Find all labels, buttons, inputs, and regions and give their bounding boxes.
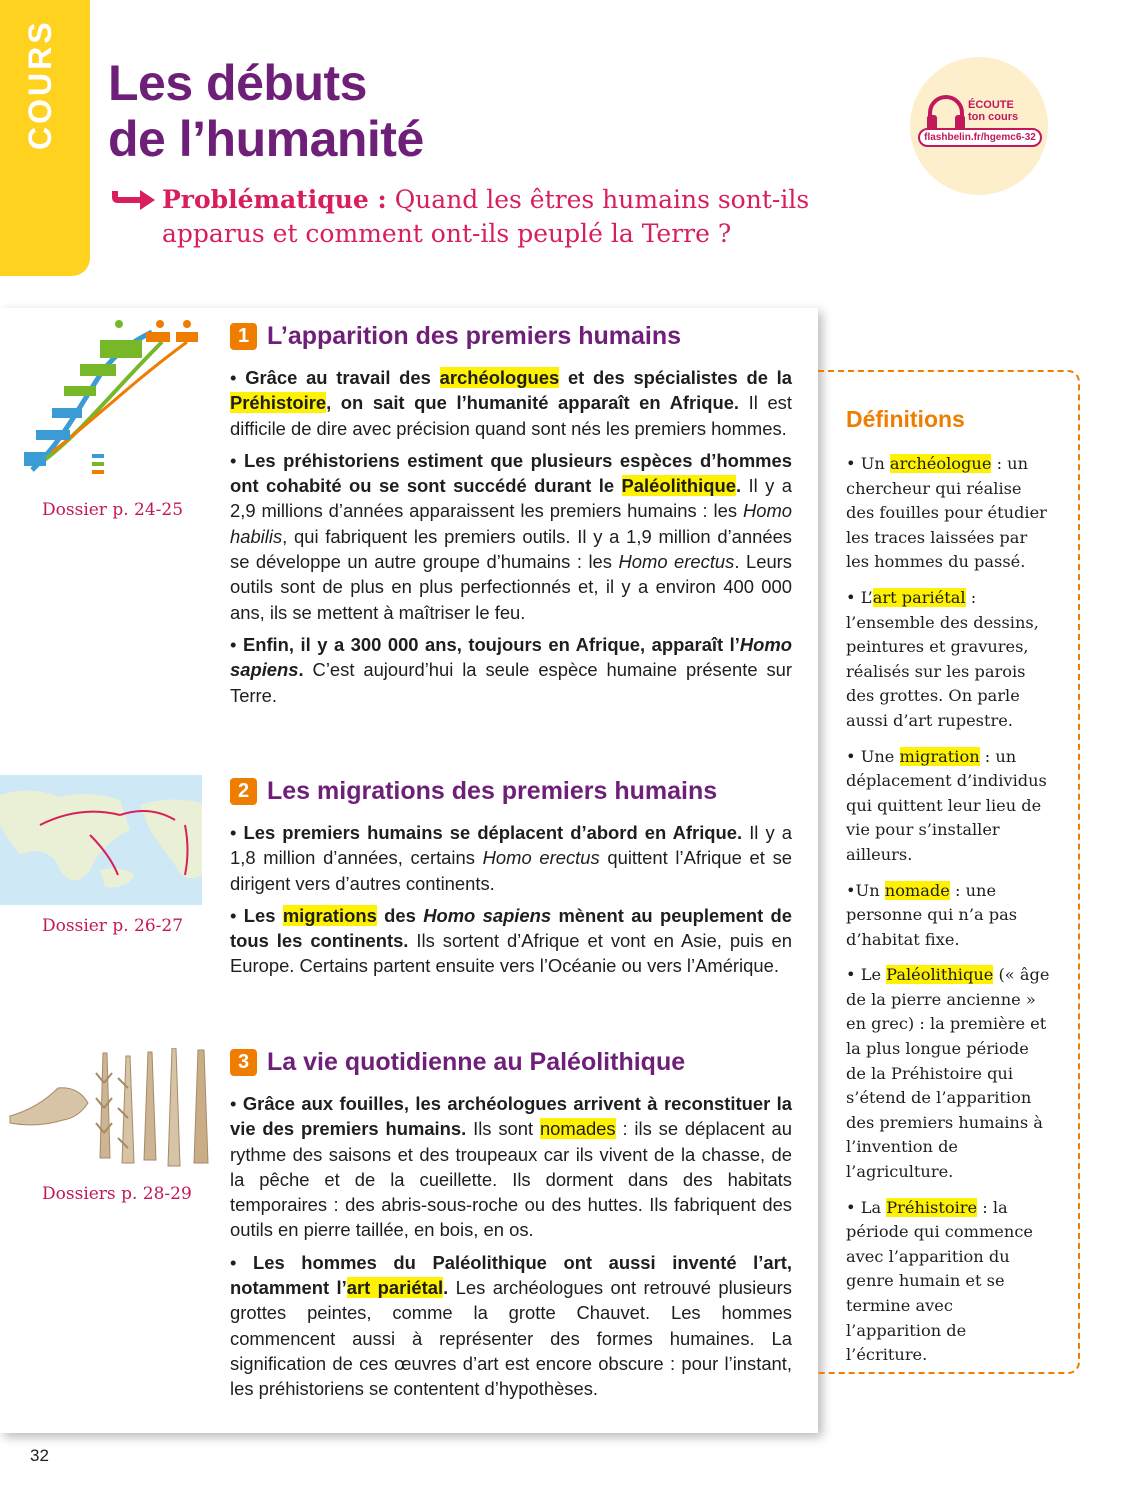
section-1-paragraph-2: • Les préhistoriens estiment que plusieurs espèces d’hommes ont cohabité ou se sont succédé durant le Paléolithique. Il y a 2,9 millions d’années apparaissent les premiers humains : les Homo habilis, qui fabriquent les premiers outils. Il y a 1,9 million d’années se développe un autre groupe d’humains : les Homo erectus. Leurs outils sont de plus en plus perfectionnés et, il y a environ 400 000 ans, ils se mettent à maîtriser le feu. xyxy=(230,449,792,623)
dossier-label-1[interactable]: Dossier p. 24-25 xyxy=(42,500,184,520)
dossier-label-3[interactable]: Dossiers p. 28-29 xyxy=(42,1184,192,1204)
cours-tab xyxy=(0,0,90,276)
problematique-text xyxy=(162,183,830,251)
headphones-icon xyxy=(925,93,967,133)
page-title xyxy=(108,55,424,167)
section-2-number: 2 xyxy=(230,778,257,805)
section-2 xyxy=(230,777,792,986)
section-1-title: L’apparition des premiers humains xyxy=(267,322,682,350)
dossier-label-2[interactable]: Dossier p. 26-27 xyxy=(42,916,184,936)
section-3-title: La vie quotidienne au Paléolithique xyxy=(267,1048,686,1076)
section-2-paragraph-2: • Les migrations des Homo sapiens mènent au peuplement de tous les continents. Ils sortent d’Afrique et vont en Asie, puis en Europe. Certains partent ensuite vers l’Océanie ou vers l’Amérique. xyxy=(230,904,792,977)
cours-tab-label: COURS xyxy=(22,19,58,150)
listen-label-line2: ton cours xyxy=(968,111,1019,123)
page-title-line1: Les débuts xyxy=(108,55,367,111)
section-2-heading xyxy=(230,777,792,806)
arrow-right-icon xyxy=(110,189,156,211)
section-2-title: Les migrations des premiers humains xyxy=(267,777,718,805)
term-archeologues[interactable]: archéologues xyxy=(439,367,560,388)
page-number: 32 xyxy=(30,1446,49,1465)
term-prehistoire[interactable]: Préhistoire xyxy=(230,392,327,414)
section-1 xyxy=(230,322,792,715)
section-1-paragraph-3: • Enfin, il y a 300 000 ans, toujours en Afrique, apparaît l’Homo sapiens. C’est aujourd’hui la seule espèce humaine présente sur Terre. xyxy=(230,633,792,706)
definitions-list xyxy=(846,452,1051,1379)
section-3-heading xyxy=(230,1048,792,1077)
listen-label xyxy=(968,99,1018,123)
page-title-line2: de l’humanité xyxy=(108,111,424,167)
section-3-paragraph-2: • Les hommes du Paléolithique ont aussi inventé l’art, notamment l’art pariétal. Les archéologues ont retrouvé plusieurs grottes peintes, comme la grotte Chauvet. Les hommes commencent aussi à représenter des formes humaines. La signification de ces œuvres d’art est encore obscure : pour l’instant, les préhistoriens se contentent d’hypothèses. xyxy=(230,1251,792,1400)
term-nomades[interactable]: nomades xyxy=(539,1118,616,1140)
migrations-map xyxy=(0,775,202,905)
definition-item: •Un nomade : une personne qui n’a pas d’habitat fixe. xyxy=(846,880,1018,949)
section-1-number: 1 xyxy=(230,323,257,350)
definition-item: • L’art pariétal : l’ensemble des dessins, peintures et gravures, réalisés sur les parois des grottes. On parle aussi d’art rupestre. xyxy=(846,587,1039,730)
definitions-box xyxy=(818,370,1080,1374)
term-paleolithique[interactable]: Paléolithique xyxy=(621,475,736,497)
term-art-parietal[interactable]: art pariétal xyxy=(346,1277,444,1299)
term-migrations[interactable]: migrations xyxy=(282,904,377,926)
section-2-paragraph-1: • Les premiers humains se déplacent d’abord en Afrique. Il y a 1,8 million d’années, certains Homo erectus quittent l’Afrique et se dirigent vers d’autres continents. xyxy=(230,822,792,894)
problematique-label: Problématique : xyxy=(162,185,387,214)
section-3-number: 3 xyxy=(230,1049,257,1076)
definition-item: • Une migration : un déplacement d’individus qui quittent leur lieu de vie pour s’installer ailleurs. xyxy=(846,746,1047,864)
section-1-heading xyxy=(230,322,792,351)
definition-item: • Le Paléolithique (« âge de la pierre ancienne » en grec) : la première et la plus longue période de la Préhistoire qui s’étend de l’apparition des premiers humains à l’invention de l’agriculture. xyxy=(846,965,1050,1182)
human-evolution-diagram xyxy=(22,312,202,477)
problematique-question: Quand les êtres humains sont-ils apparus et comment ont-ils peuplé la Terre ? xyxy=(162,185,810,248)
section-3-paragraph-1: • Grâce aux fouilles, les archéologues arrivent à reconstituer la vie des premiers humains. Ils sont nomades : ils se déplacent au rythme des saisons et des troupeaux car ils vivent de la chasse, de la pêche et de la cueillette. Ils dorment dans des habitats temporaires : des abris-sous-roche ou des huttes. Ils fabriquent des outils en pierre taillée, en bois, en os. xyxy=(230,1093,792,1241)
problematique xyxy=(110,183,830,251)
listen-audio-badge[interactable] xyxy=(910,57,1048,195)
definition-item: • Un archéologue : un chercheur qui réalise des fouilles pour étudier les traces laissées par les hommes du passé. xyxy=(846,454,1047,572)
bone-tools-image xyxy=(8,1048,218,1170)
definition-item: • La Préhistoire : la période qui commence avec l’apparition du genre humain et se termine avec l’apparition de l’écriture. xyxy=(846,1197,1033,1365)
listen-label-line1: ÉCOUTE xyxy=(968,99,1014,111)
listen-url[interactable]: flashbelin.fr/hgemc6-32 xyxy=(918,128,1042,147)
definitions-heading: Définitions xyxy=(846,406,965,432)
section-3 xyxy=(230,1048,792,1409)
section-1-paragraph-1: • Grâce au travail des archéologues et des spécialistes de la Préhistoire, on sait que l’humanité apparaît en Afrique. Il est difficile de dire avec précision quand sont nés les premiers hommes. xyxy=(230,367,793,439)
